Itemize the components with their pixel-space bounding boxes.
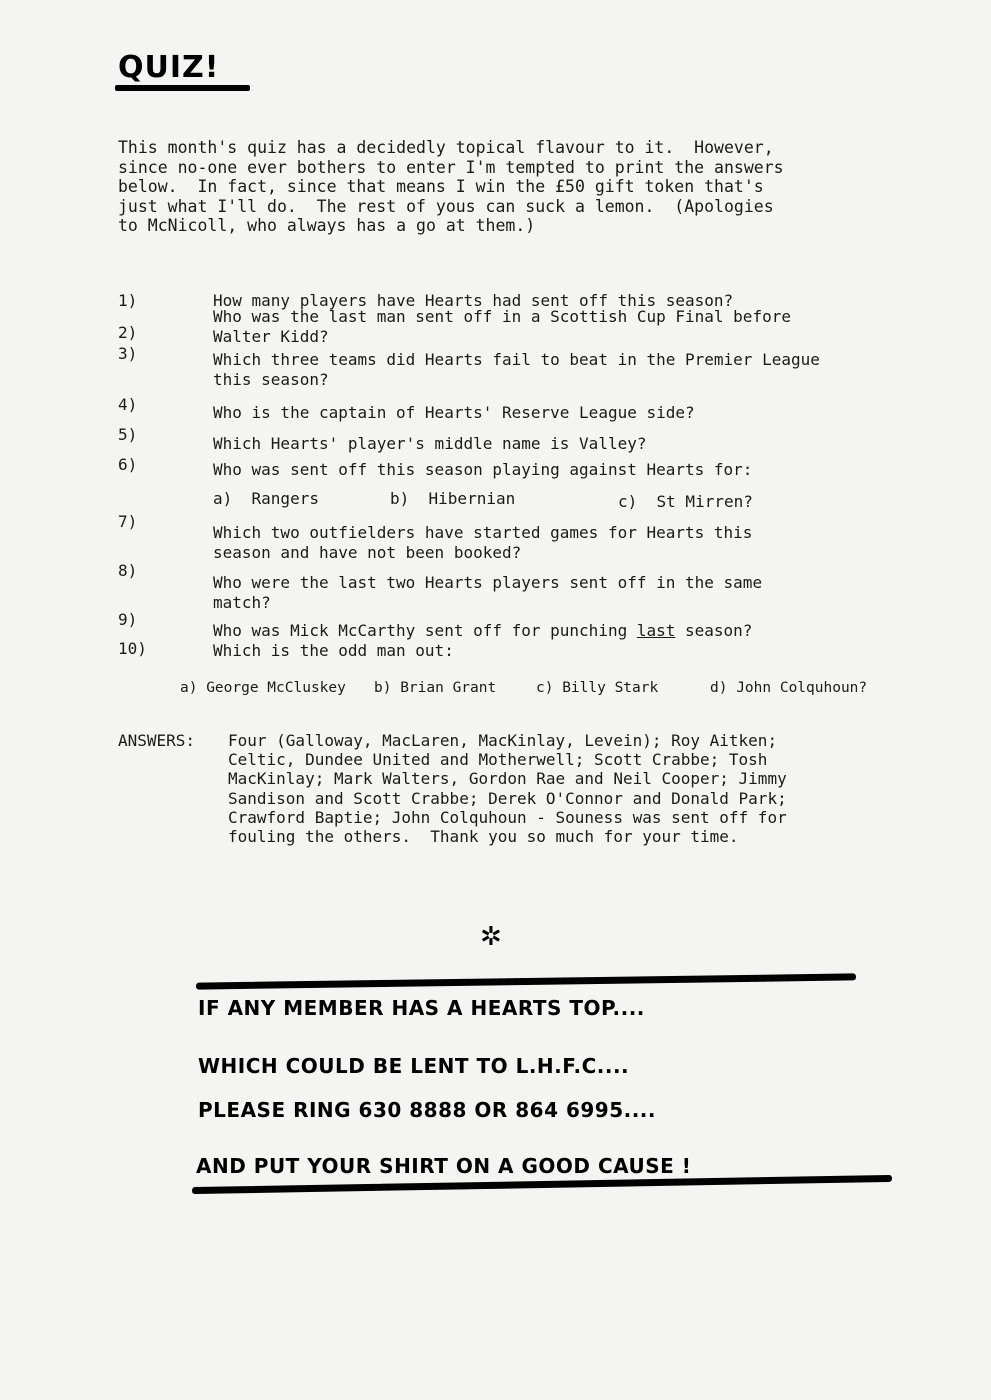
quiz-title: QUIZ! xyxy=(118,50,220,85)
question-text: Which two outfielders have started games for Hearts this season and have not been booked? xyxy=(213,523,753,562)
question-number: 5) xyxy=(118,425,138,444)
question-text xyxy=(213,621,752,641)
answers-label: ANSWERS: xyxy=(118,731,196,750)
answers-text: Four (Galloway, MacLaren, MacKinlay, Levein); Roy Aitken; Celtic, Dundee United and Motherwell; Scott Crabbe; Tosh MacKinlay; Mark Walters, Gordon Rae and Neil Cooper; Jimmy Sandison and Scott Crabbe; Derek O'Connor and Donald Park; Crawford Baptie; John Colquhoun - Souness was sent off for fouling the others. Thank you so much for your time. xyxy=(228,731,787,847)
question-text: Which is the odd man out: xyxy=(213,641,454,660)
question-text: Who was the last man sent off in a Scottish Cup Final before Walter Kidd? xyxy=(213,307,791,346)
quiz-title-underline xyxy=(115,85,250,91)
q9-underlined-word: last xyxy=(636,621,676,640)
question-number: 3) xyxy=(118,344,138,363)
question-number: 4) xyxy=(118,395,138,414)
question-number: 9) xyxy=(118,610,138,629)
notice-line-1: IF ANY MEMBER HAS A HEARTS TOP.... xyxy=(198,996,645,1020)
divider-star-icon: ✲ xyxy=(480,922,502,952)
question-text: Which three teams did Hearts fail to beat in the Premier League this season? xyxy=(213,350,820,389)
quiz-intro: This month's quiz has a decidedly topical flavour to it. However, since no-one ever bothers to enter I'm tempted to print the answers below. In fact, since that means I win the £50 gift token that's just what I'll do. The rest of yous can suck a lemon. (Apologies to McNicoll, who always has a go at them.) xyxy=(118,138,784,235)
notice-line-3: PLEASE RING 630 8888 OR 864 6995.... xyxy=(198,1098,656,1122)
question-number: 10) xyxy=(118,639,147,658)
notice-line-2: WHICH COULD BE LENT TO L.H.F.C.... xyxy=(198,1054,630,1078)
question-text: Who is the captain of Hearts' Reserve League side? xyxy=(213,403,695,422)
question-text: Who were the last two Hearts players sent off in the same match? xyxy=(213,573,763,612)
question-text: Who was sent off this season playing against Hearts for: xyxy=(213,460,753,479)
q6-option-a: a) Rangers xyxy=(213,489,319,508)
question-number: 6) xyxy=(118,455,138,474)
q9-text-end: season? xyxy=(675,621,753,640)
q10-option-b: b) Brian Grant xyxy=(374,680,497,696)
question-number: 1) xyxy=(118,291,138,310)
q10-option-a: a) George McCluskey xyxy=(180,680,346,696)
q6-option-c: c) St Mirren? xyxy=(618,492,753,511)
question-text: Which Hearts' player's middle name is Valley? xyxy=(213,434,647,453)
q9-text-start: Who was Mick McCarthy sent off for punching xyxy=(213,621,637,640)
question-number: 8) xyxy=(118,561,138,580)
question-number: 2) xyxy=(118,323,138,342)
notice-line-4: AND PUT YOUR SHIRT ON A GOOD CAUSE ! xyxy=(196,1154,692,1178)
question-text: How many players have Hearts had sent off this season? xyxy=(213,291,734,310)
question-number: 7) xyxy=(118,512,138,531)
q10-option-c: c) Billy Stark xyxy=(536,680,659,696)
q10-option-d: d) John Colquhoun? xyxy=(710,680,868,696)
q6-option-b: b) Hibernian xyxy=(390,489,516,508)
